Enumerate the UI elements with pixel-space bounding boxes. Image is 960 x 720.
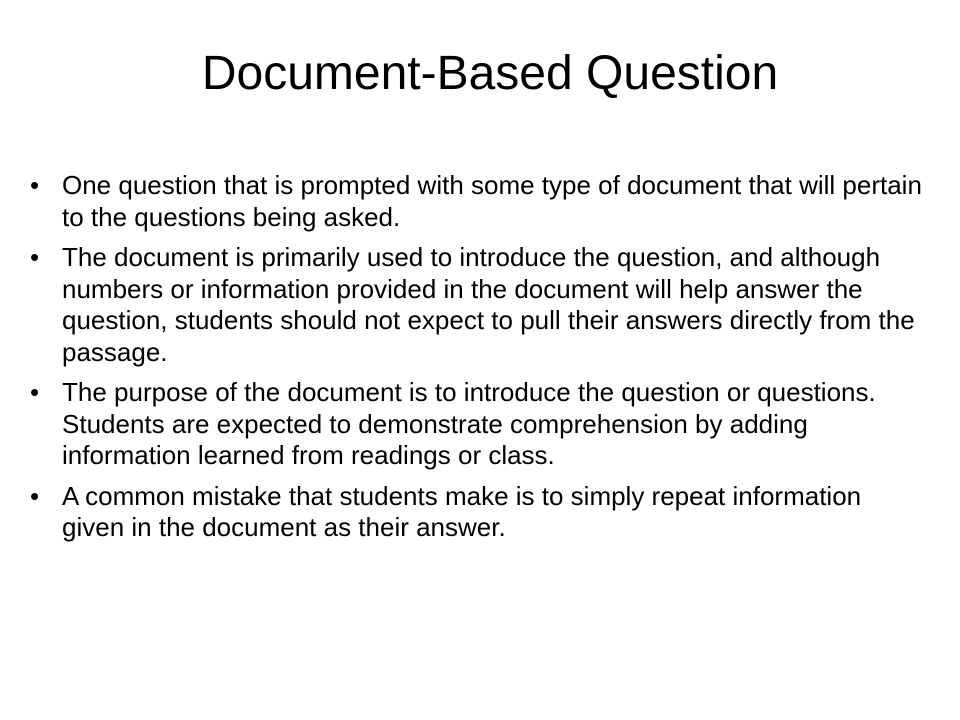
bullet-marker: • bbox=[30, 242, 40, 272]
bullet-marker: • bbox=[30, 377, 40, 407]
bullet-marker: • bbox=[30, 170, 40, 200]
slide-title: Document-Based Question bbox=[201, 47, 779, 100]
bullet-item bbox=[30, 377, 930, 472]
bullet-item bbox=[30, 481, 930, 544]
bullet-text: One question that is prompted with some type of document that will pertain to the questions being asked. bbox=[62, 170, 922, 232]
bullet-text: The purpose of the document is to introduce the question or questions. Students are expected to demonstrate comprehension by adding information learned from readings or class. bbox=[62, 377, 876, 470]
bullet-item bbox=[30, 170, 930, 233]
bullet-marker: • bbox=[30, 480, 40, 511]
bullet-item bbox=[30, 242, 930, 368]
bullet-text: A common mistake that students make is to simply repeat information given in the document as their answer. bbox=[62, 480, 862, 542]
bullet-list bbox=[30, 170, 930, 553]
bullet-text: The document is primarily used to introduce the question, and although numbers or information provided in the document will help answer the question, students should not expect to pull their answers directly from the passage. bbox=[62, 242, 915, 367]
